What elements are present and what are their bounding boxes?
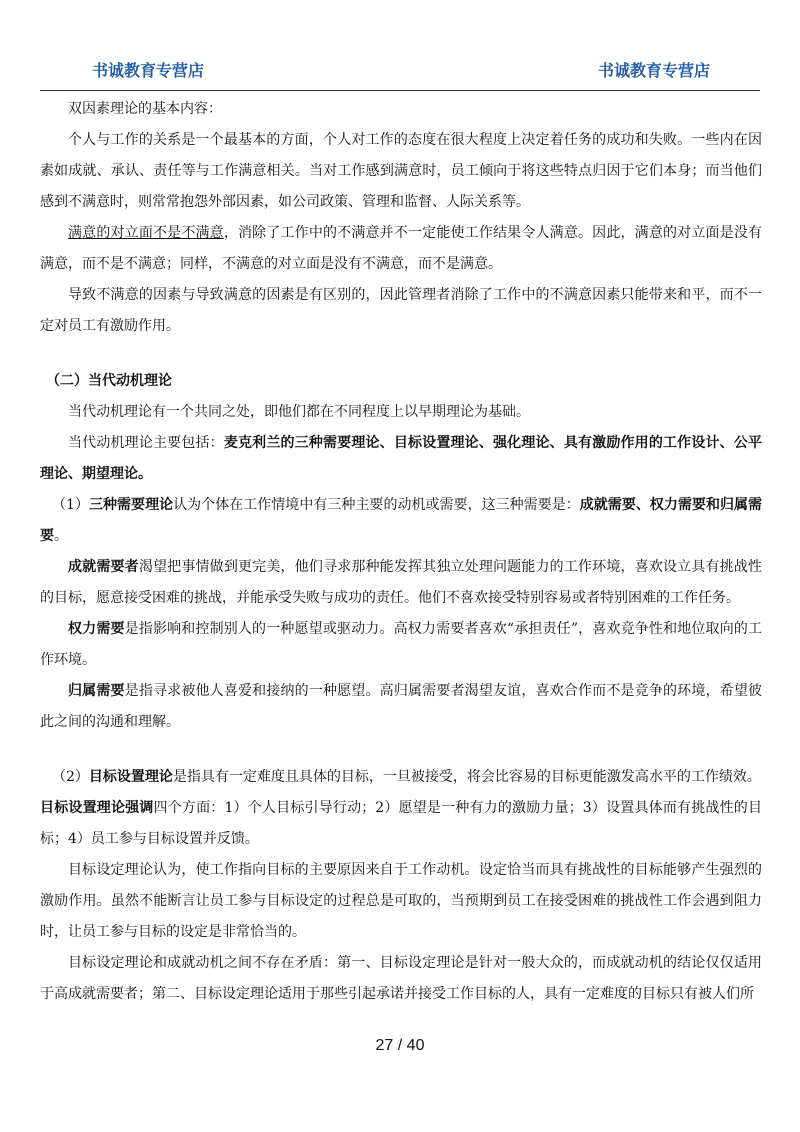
paragraph-power-need (40, 614, 762, 676)
paragraph-text: 。 (54, 528, 68, 544)
paragraph-text: 是指影响和控制别人的一种愿望或驱动力。高权力需要者喜欢“承担责任”，喜欢竞争性和地位取向的工作环境。 (40, 621, 763, 668)
page-number (0, 1037, 800, 1055)
section-spacer (40, 738, 762, 762)
paragraph-text: 四个方面：1）个人目标引导行动；2）愿望是一种有力的激励力量；3）设置具体而有挑战性的目标；4）员工参与目标设置并反馈。 (40, 800, 762, 847)
section-title: （二）当代动机理论 (46, 373, 172, 389)
paragraph-achievement-need (40, 552, 762, 614)
paragraph-affiliation-need (40, 676, 762, 738)
paragraph-text: 是指寻求被他人喜爱和接纳的一种愿望。高归属需要者渴望友谊，喜欢合作而不是竞争的环境，希望彼此之间的沟通和理解。 (40, 683, 763, 730)
paragraph-contemporary-common: 当代动机理论有一个共同之处，即他们都在不同程度上以早期理论为基础。 (68, 404, 530, 420)
bold-text: 麦克利兰的三种需要理论、目标设置理论、强化理论、具有激励作用的工作设计、公平理论、期望理论。 (40, 435, 763, 482)
page-header (40, 58, 760, 88)
bold-term: 成就需要者 (68, 559, 139, 575)
paragraph-text: 当代动机理论主要包括： (68, 435, 224, 451)
paragraph-goal-setting-emphasis (40, 793, 762, 855)
header-store-name-right: 书诚教育专营店 (597, 61, 710, 80)
paragraph-contemporary-list (40, 428, 762, 490)
paragraph-two-factor-relation: 个人与工作的关系是一个最基本的方面，个人对工作的态度在很大程度上决定着任务的成功和失败。一些内在因素如成就、承认、责任等与工作满意相关。当对工作感到满意时，员工倾向于将这些特点归因于它们本身；而当他们感到不满意时，则常常抱怨外部因素，如公司政策、管理和监督、人际关系等。 (40, 132, 762, 210)
total-pages: 40 (406, 1037, 425, 1054)
paragraph-three-needs (40, 490, 762, 552)
paragraph-goal-vs-achievement: 目标设定理论和成就动机之间不存在矛盾：第一、目标设定理论是针对一般大众的，而成就动机的结论仅仅适用于高成就需要者；第二、目标设定理论适用于那些引起承诺并接受工作目标的人，具有一定难度的目标只有被人们所 (40, 955, 762, 1002)
current-page: 27 (375, 1037, 394, 1054)
list-number: （1） (52, 497, 89, 513)
paragraph-goal-setting (40, 762, 762, 793)
underlined-phrase: 满意的对立面不是不满意 (68, 225, 224, 241)
bold-term: 权力需要 (68, 621, 125, 637)
page-separator: / (397, 1037, 403, 1054)
header-store-name-left: 书诚教育专营店 (92, 61, 205, 80)
paragraph-satisfaction-opposite (40, 218, 762, 280)
bold-term: 归属需要 (68, 683, 125, 699)
paragraph-two-factor-intro: 双因素理论的基本内容： (68, 101, 222, 117)
paragraph-text: 认为个体在工作情境中有三种主要的动机或需要，这三种需要是： (173, 497, 580, 513)
document-body (40, 94, 762, 1010)
header-divider (40, 90, 760, 91)
section-spacer (40, 342, 762, 366)
paragraph-text: ，消除了工作中的不满意并不一定能使工作结果令人满意。因此，满意的对立面是没有满意，而不是不满意；同样，不满意的对立面是没有不满意，而不是满意。 (40, 225, 763, 272)
paragraph-text: 是指具有一定难度且具体的目标，一旦被接受，将会比容易的目标更能激发高水平的工作绩效。 (172, 769, 761, 785)
bold-text: 成就需要、权力需要和归属需要 (40, 497, 763, 544)
bold-term: 目标设置理论 (88, 769, 173, 785)
paragraph-dissatisfaction-factors: 导致不满意的因素与导致满意的因素是有区别的，因此管理者消除了工作中的不满意因素只能带来和平，而不一定对员工有激励作用。 (40, 287, 762, 334)
paragraph-text: 渴望把事情做到更完美，他们寻求那种能发挥其独立处理问题能力的工作环境，喜欢设立具有挑战性的目标，愿意接受困难的挑战，并能承受失败与成功的责任。他们不喜欢接受特别容易或者特别困难的工作任务。 (40, 559, 763, 606)
bold-term: 目标设置理论强调 (40, 800, 154, 816)
paragraph-goal-motivation: 目标设定理论认为，使工作指向目标的主要原因来自于工作动机。设定恰当而具有挑战性的目标能够产生强烈的激励作用。虽然不能断言让员工参与目标设定的过程总是可取的，当预期到员工在接受困难的挑战性工作会遇到阻力时，让员工参与目标的设定是非常恰当的。 (40, 862, 762, 940)
list-number: （2） (52, 769, 89, 785)
bold-term: 三种需要理论 (88, 497, 174, 513)
